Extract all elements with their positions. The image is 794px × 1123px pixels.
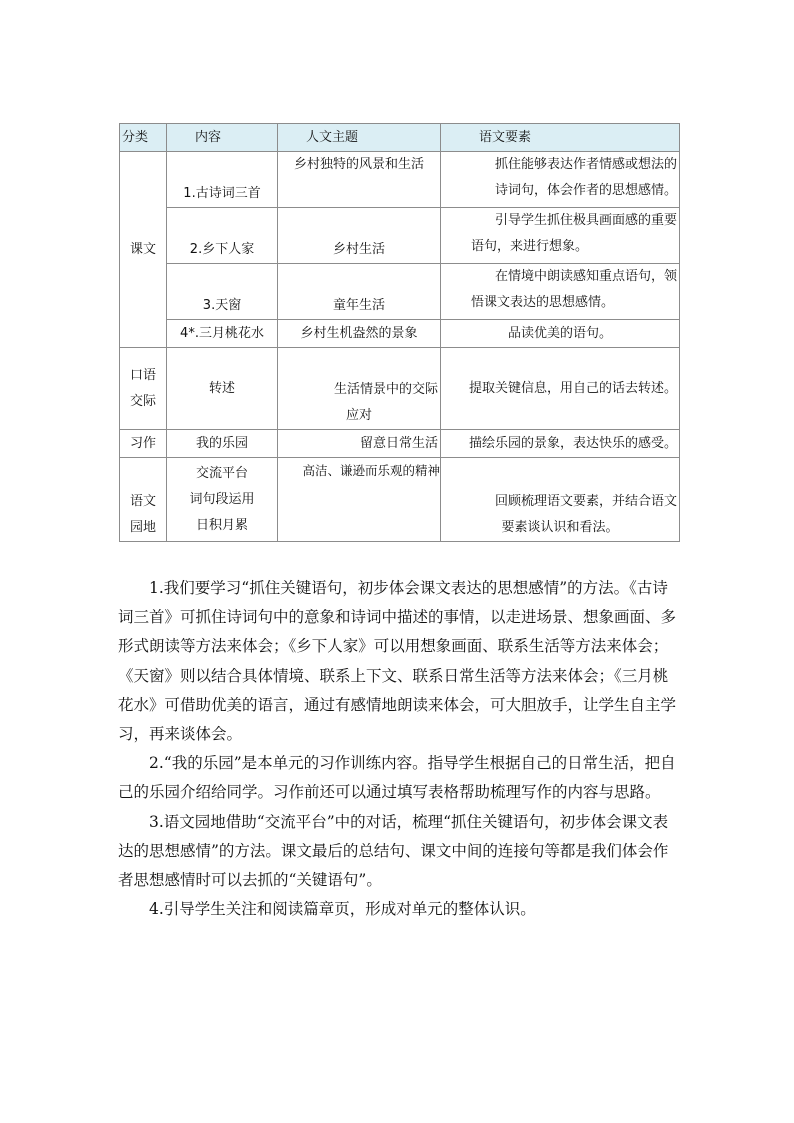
element-cell: 品读优美的语句。 [441, 320, 680, 348]
element-line: 语句，来进行想象。 [471, 239, 589, 254]
element-line: 在情境中朗读感知重点语句，领 [494, 269, 677, 284]
element-line: 诗词句，体会作者的思想感情。 [494, 183, 677, 198]
content-cell: 4*.三月桃花水 [167, 320, 278, 348]
content-line: 词句段运用 [189, 491, 255, 507]
note-paragraph: 4.引导学生关注和阅读篇章页，形成对单元的整体认识。 [149, 900, 536, 919]
category-xizuo: 习作 [120, 430, 167, 458]
header-category: 分类 [120, 124, 167, 152]
theme-cell: 高洁、谦逊而乐观的精神 [278, 458, 441, 542]
table-row [120, 348, 680, 430]
element-line: 抓住能够表达作者情感或想法的 [494, 157, 677, 172]
table-header-row [120, 124, 680, 152]
element-cell [441, 152, 680, 208]
element-cell [441, 208, 680, 264]
theme-cell: 乡村生机盎然的景象 [278, 320, 441, 348]
element-line: 悟课文表达的思想感情。 [471, 295, 615, 310]
theme-line: 应对 [345, 408, 372, 423]
content-cell: 3.天窗 [167, 264, 278, 320]
theme-cell: 乡村生活 [278, 208, 441, 264]
unit-table [119, 123, 680, 542]
category-line: 园地 [129, 520, 156, 535]
header-content: 内容 [167, 124, 278, 152]
table-row [120, 430, 680, 458]
content-line: 交流平台 [195, 465, 248, 481]
teaching-notes [118, 574, 683, 924]
element-cell [441, 264, 680, 320]
content-line: 日积月累 [195, 517, 248, 533]
element-cell: 描绘乐园的景象，表达快乐的感受。 [441, 430, 680, 458]
category-line: 口语 [129, 367, 156, 383]
element-line: 回顾梳理语文要素，并结合语文 [494, 494, 677, 509]
element-cell: 提取关键信息，用自己的话去转述。 [441, 348, 680, 430]
category-yuandi [120, 458, 167, 542]
category-line: 语文 [129, 494, 156, 509]
note-paragraph: 3.语文园地借助“交流平台”中的对话，梳理“抓住关键语句，初步体会课文表 达的思想感情”的方法。课文最后的总结句、课文中间的连接句等都是我们体会作者思想感情时可以去抓的“关键语句”。 [118, 812, 669, 890]
category-kouyu [120, 348, 167, 430]
note-paragraph: 1.我们要学习“抓住关键语句，初步体会课文表达的思想感情”的方法。《古诗词三首》可抓住诗词句中的意象和诗词中描述的事情，以走进场景、想象画面、多形式朗读等方法来体会；《乡下人家》可以用想象画面、联系生活等方法来体会；《天窗》则以结合具体情境、联系上下文、联系日常生活等方法来体会；《三月桃花水》可借助优美的语言，通过有感情地朗读来体会，可大胆放手，让学生自主学习，再来谈体会。 [118, 579, 677, 744]
element-line: 要素谈认识和看法。 [501, 520, 619, 535]
header-theme: 人文主题 [278, 124, 441, 152]
note-paragraph: 2.“我的乐园”是本单元的习作训练内容。指导学生根据自己的日常生活，把自己的乐园介绍给同学。习作前还可以通过填写表格帮助梳理写作的内容与思路。 [118, 754, 676, 802]
theme-cell: 乡村独特的风景和生活 [278, 152, 441, 208]
table-row [120, 264, 680, 320]
element-cell [441, 458, 680, 542]
category-ketext: 课文 [120, 152, 167, 348]
theme-cell [278, 348, 441, 430]
table-row [120, 458, 680, 542]
table-row [120, 152, 680, 208]
content-cell: 我的乐园 [167, 430, 278, 458]
header-element: 语文要素 [441, 124, 680, 152]
content-cell: 2.乡下人家 [167, 208, 278, 264]
content-cell: 转述 [167, 348, 278, 430]
table-row [120, 320, 680, 348]
theme-cell: 童年生活 [278, 264, 441, 320]
element-line: 引导学生抓住极具画面感的重要 [494, 213, 677, 228]
theme-cell: 留意日常生活 [278, 430, 441, 458]
table-row [120, 208, 680, 264]
category-line: 交际 [129, 393, 156, 409]
content-cell [167, 458, 278, 542]
theme-line: 生活情景中的交际 [333, 382, 438, 397]
content-cell: 1.古诗词三首 [167, 152, 278, 208]
